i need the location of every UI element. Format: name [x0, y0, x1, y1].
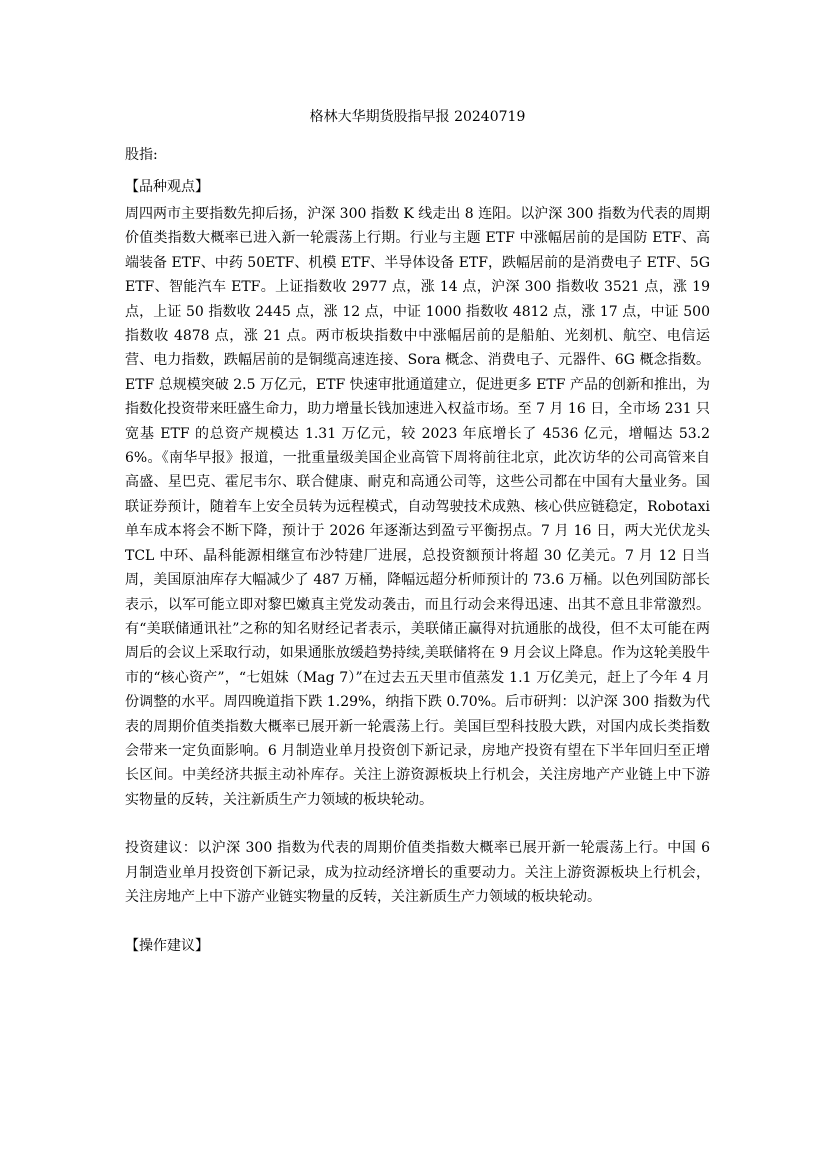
operation-section-heading: 【操作建议】 [125, 938, 209, 955]
paragraph-spacer [125, 812, 710, 836]
investment-advice-body: 投资建议：以沪深 300 指数为代表的周期价值类指数大概率已展开新一轮震荡上行。中国 6 月制造业单月投资创下新记录，成为拉动经济增长的重要动力。关注上游资源板块上行机会，关注房地产上中下游产业链实物量的反转，关注新质生产力领域的板块轮动。 [125, 840, 710, 905]
view-section-body: 周四两市主要指数先抑后扬，沪深 300 指数 K 线走出 8 连阳。以沪深 300 指数为代表的周期价值类指数大概率已进入新一轮震荡上行期。行业与主题 ETF 中涨幅居前的是国防 ETF、高端装备 ETF、中药 50ETF、机模 ETF、半导体设备 ETF，跌幅居前的是消费电子 ETF、5G ETF、智能汽车 ETF。上证指数收 2977 点，涨 14 点，沪深 300 指数收 3521 点，涨 19 点，上证 50 指数收 2445 点，涨 12 点，中证 1000 指数收 4812 点，涨 17 点，中证 500 指数收 4878 点，涨 21 点。两市板块指数中中涨幅居前的是船舶、光刻机、航空、电信运营、电力指数，跌幅居前的是铜缆高速连接、Sora 概念、消费电子、元器件、6G 概念指数。ETF 总规模突破 2.5 万亿元，ETF 快速审批通道建立，促进更多 ETF 产品的创新和推出，为指数化投资带来旺盛生命力，助力增量长钱加速进入权益市场。至 7 月 16 日，全市场 231 只宽基 ETF 的总资产规模达 1.31 万亿元，较 2023 年底增长了 4536 亿元，增幅达 53.26%。《南华早报》报道，一批重量级美国企业高管下周将前往北京，此次访华的公司高管来自高盛、星巴克、霍尼韦尔、联合健康、耐克和高通公司等，这些公司都在中国有大量业务。国联证券预计，随着车上安全员转为远程模式，自动驾驶技术成熟、核心供应链稳定，Robotaxi 单车成本将会不断下降，预计于 2026 年逐渐达到盈亏平衡拐点。7 月 16 日，两大光伏龙头 TCL 中环、晶科能源相继宣布沙特建厂进展，总投资额预计将超 30 亿美元。7 月 12 日当周，美国原油库存大幅减少了 487 万桶，降幅远超分析师预计的 73.6 万桶。以色列国防部长表示，以军可能立即对黎巴嫩真主党发动袭击，而且行动会来得迅速、出其不意且非常激烈。有“美联储通讯社”之称的知名财经记者表示，美联储正赢得对抗通胀的战役，但不太可能在两周后的会议上采取行动，如果通胀放缓趋势持续,美联储将在 9 月会议上降息。作为这轮美股牛市的“核心资产”，“七姐妹（Mag 7）”在过去五天里市值蒸发 1.1 万亿美元，赶上了今年 4 月份调整的水平。周四晚道指下跌 1.29%，纳指下跌 0.70%。后市研判：以沪深 300 指数为代表的周期价值类指数大概率已展开新一轮震荡上行。美国巨型科技股大跌，对国内成长类指数会带来一定负面影响。6 月制造业单月投资创下新记录，房地产投资有望在下半年回归至正增长区间。中美经济共振主动补库存。关注上游资源板块上行机会，关注房地产产业链上中下游实物量的反转，关注新质生产力领域的板块轮动。 [125, 206, 710, 808]
view-section-heading: 【品种观点】 [125, 179, 209, 195]
page-title: 格林大华期货股指早报 20240719 [309, 109, 526, 125]
document-content [125, 104, 710, 959]
paragraph-spacer [125, 909, 710, 933]
category-label: 股指: [125, 147, 158, 163]
